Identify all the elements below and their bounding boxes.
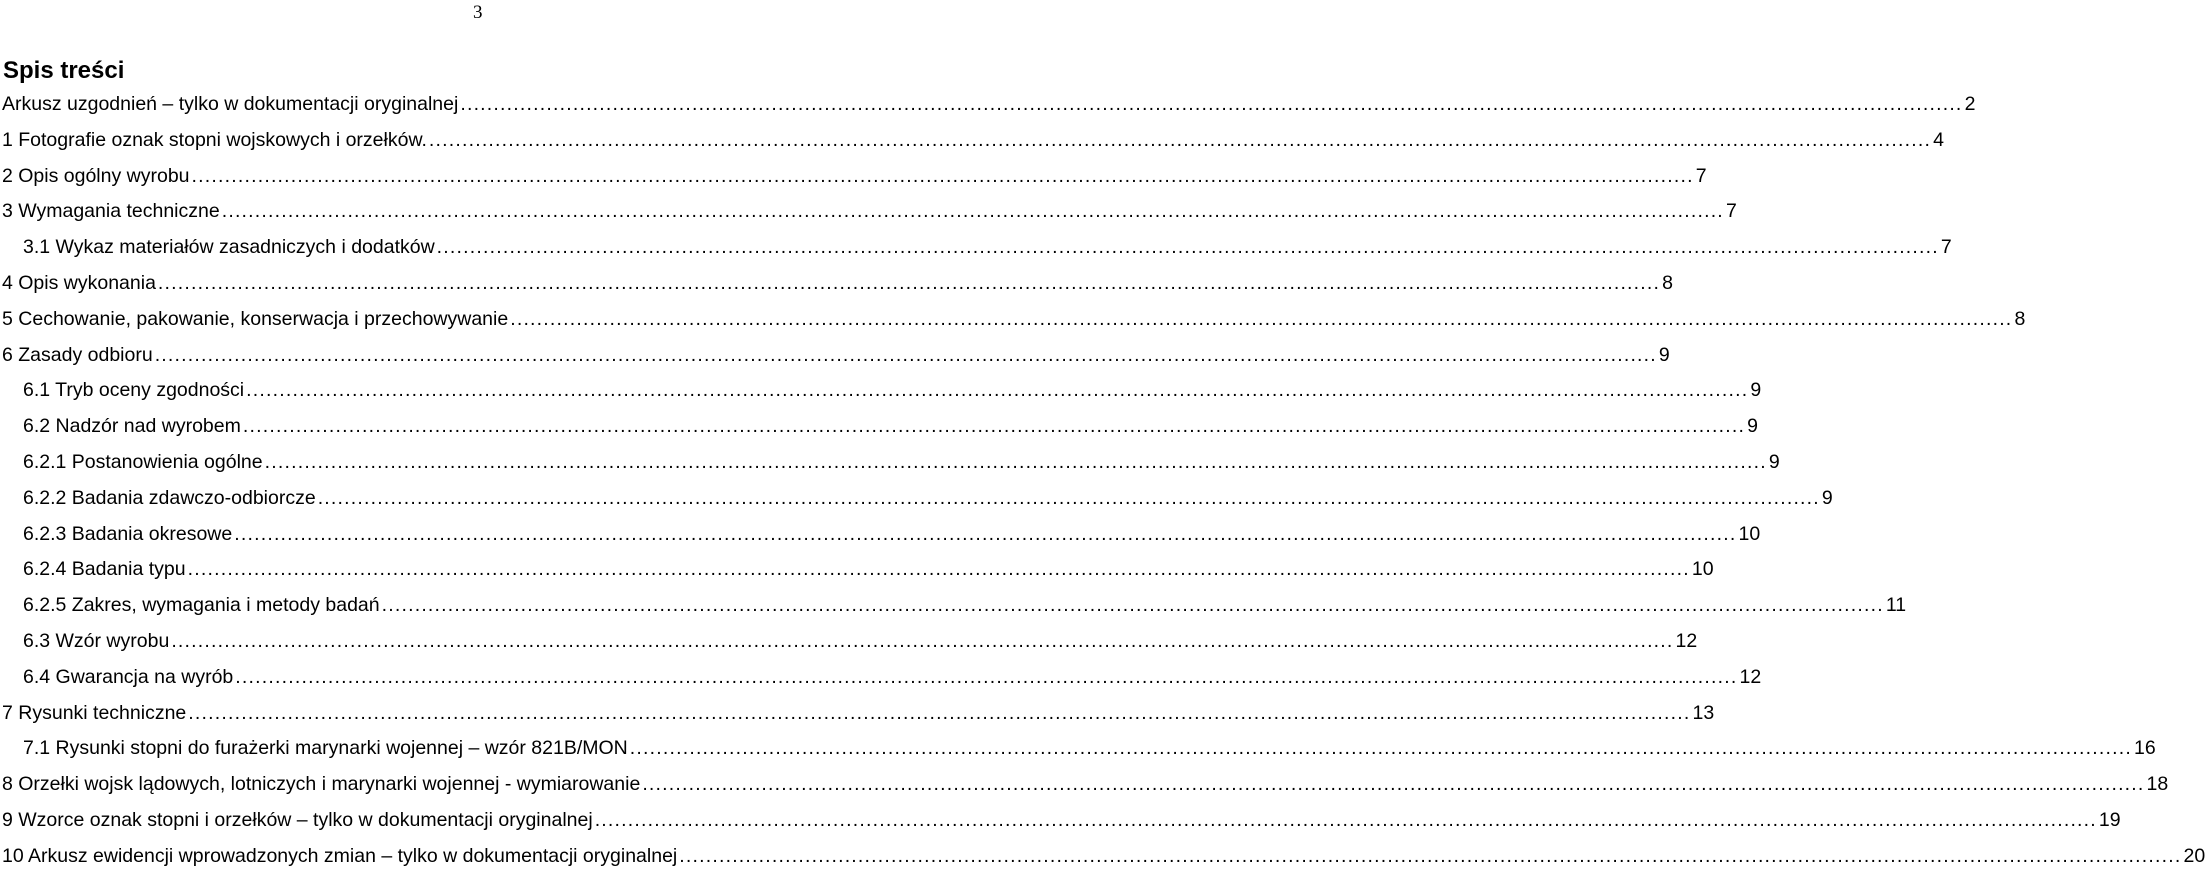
toc-entry[interactable] bbox=[0, 409, 1758, 445]
toc-entry-label[interactable]: 6.1 Tryb oceny zgodności bbox=[23, 379, 245, 402]
toc-dot-leader bbox=[510, 302, 2012, 338]
toc-entry-page-number[interactable]: 7 bbox=[1695, 164, 1707, 187]
toc-entry-label[interactable]: 6.2 Nadzór nad wyrobem bbox=[23, 415, 241, 438]
toc-entry-page-number[interactable]: 10 bbox=[1738, 522, 1761, 545]
toc-entry[interactable] bbox=[0, 302, 2026, 338]
toc-entry[interactable] bbox=[0, 373, 1762, 409]
toc-entry-page-number[interactable]: 12 bbox=[1675, 629, 1698, 652]
toc-entry-label[interactable]: 6.2.3 Badania okresowe bbox=[23, 522, 233, 545]
toc-entry-label[interactable]: 6.2.1 Postanowienia ogólne bbox=[23, 450, 263, 473]
toc-entry-page-number[interactable]: 9 bbox=[1658, 343, 1670, 366]
toc-entry-label[interactable]: 6 Zasady odbioru bbox=[2, 343, 153, 366]
toc-dot-leader bbox=[630, 731, 2132, 767]
toc-entry-label[interactable]: 6.4 Gwarancja na wyrób bbox=[23, 665, 234, 688]
toc-entry[interactable] bbox=[0, 803, 2121, 839]
toc-title: Spis treści bbox=[3, 57, 125, 84]
toc-entry-page-number[interactable]: 9 bbox=[1747, 415, 1758, 438]
toc-dot-leader bbox=[192, 159, 1694, 195]
toc-entry[interactable] bbox=[0, 552, 1714, 588]
toc-entry-page-number[interactable]: 2 bbox=[1964, 93, 1976, 115]
toc-dot-leader bbox=[642, 767, 2144, 803]
toc-entry-label[interactable]: Arkusz uzgodnień – tylko w dokumentacji oryginalnej bbox=[2, 93, 459, 115]
toc-entry-page-number[interactable]: 8 bbox=[1662, 271, 1674, 294]
toc-dot-leader bbox=[243, 409, 1745, 445]
toc-entry[interactable] bbox=[0, 338, 1670, 374]
toc-entry[interactable] bbox=[0, 445, 1780, 481]
toc-entry-label[interactable]: 2 Opis ogólny wyrobu bbox=[2, 164, 190, 187]
toc-entry-page-number[interactable]: 19 bbox=[2098, 808, 2121, 831]
toc-entry-page-number[interactable]: 20 bbox=[2183, 844, 2205, 867]
toc-dot-leader bbox=[265, 445, 1767, 481]
toc-entry-page-number[interactable]: 7 bbox=[1940, 236, 1952, 259]
toc-entry[interactable] bbox=[0, 159, 1707, 195]
toc-entry-page-number[interactable]: 18 bbox=[2146, 773, 2169, 796]
toc-entry-label[interactable]: 4 Opis wykonania bbox=[2, 271, 156, 294]
toc-entry-page-number[interactable]: 8 bbox=[2014, 307, 2026, 330]
toc-dot-leader bbox=[246, 373, 1748, 409]
toc-entry[interactable] bbox=[0, 230, 1952, 266]
toc-dot-leader bbox=[460, 87, 1962, 123]
toc-entry-page-number[interactable]: 7 bbox=[1725, 200, 1737, 223]
toc-entry-page-number[interactable]: 16 bbox=[2134, 737, 2156, 760]
toc-dot-leader bbox=[188, 696, 1690, 732]
toc-entry-page-number[interactable]: 10 bbox=[1691, 558, 1714, 581]
toc-dot-leader bbox=[679, 839, 2181, 875]
toc-entry[interactable] bbox=[0, 624, 1698, 660]
toc-dot-leader bbox=[382, 588, 1884, 624]
toc-entry[interactable] bbox=[0, 588, 1907, 624]
toc-entry-label[interactable]: 6.2.5 Zakres, wymagania i metody badań bbox=[23, 594, 380, 617]
toc-entry[interactable] bbox=[0, 266, 1674, 302]
toc-dot-leader bbox=[158, 266, 1660, 302]
toc-entry-page-number[interactable]: 9 bbox=[1750, 379, 1762, 402]
toc-entry-label[interactable]: 10 Arkusz ewidencji wprowadzonych zmian – tylko w dokumentacji oryginalnej bbox=[2, 844, 678, 867]
toc-entry-page-number[interactable]: 12 bbox=[1739, 665, 1762, 688]
toc-entry[interactable] bbox=[0, 517, 1761, 553]
toc-entry-page-number[interactable]: 13 bbox=[1692, 701, 1715, 724]
toc-entry[interactable] bbox=[0, 660, 1762, 696]
toc-entry-label[interactable]: 3.1 Wykaz materiałów zasadniczych i dodatków bbox=[23, 236, 435, 259]
toc-dot-leader bbox=[155, 338, 1657, 374]
toc-entry[interactable] bbox=[0, 481, 1833, 517]
toc-entry[interactable] bbox=[0, 194, 1737, 230]
toc-entry-page-number[interactable]: 9 bbox=[1768, 450, 1780, 473]
toc-entry-label[interactable]: 6.3 Wzór wyrobu bbox=[23, 629, 170, 652]
toc-entry-label[interactable]: 6.2.2 Badania zdawczo-odbiorcze bbox=[23, 486, 316, 509]
toc-entry-label[interactable]: 6.2.4 Badania typu bbox=[23, 558, 186, 581]
toc-dot-leader bbox=[171, 624, 1673, 660]
toc-dot-leader bbox=[595, 803, 2097, 839]
toc-entry[interactable] bbox=[0, 87, 1976, 123]
toc-list bbox=[0, 87, 2205, 875]
toc-entry[interactable] bbox=[0, 696, 1715, 732]
toc-dot-leader bbox=[235, 660, 1737, 696]
toc-entry-label[interactable]: 5 Cechowanie, pakowanie, konserwacja i przechowywanie bbox=[2, 307, 509, 330]
toc-entry[interactable] bbox=[0, 731, 2156, 767]
toc-entry[interactable] bbox=[0, 767, 2169, 803]
toc-entry-label[interactable]: 7.1 Rysunki stopni do furażerki marynarki wojennej – wzór 821B/MON bbox=[23, 737, 628, 760]
toc-dot-leader bbox=[429, 123, 1931, 159]
toc-entry-label[interactable]: 3 Wymagania techniczne bbox=[2, 200, 220, 223]
toc-entry-page-number[interactable]: 4 bbox=[1933, 128, 1944, 151]
toc-entry-page-number[interactable]: 9 bbox=[1821, 486, 1833, 509]
toc-entry[interactable] bbox=[0, 839, 2205, 875]
page-number: 3 bbox=[473, 2, 483, 23]
toc-dot-leader bbox=[222, 194, 1724, 230]
toc-entry[interactable] bbox=[0, 123, 1944, 159]
toc-entry-label[interactable]: 7 Rysunki techniczne bbox=[2, 701, 187, 724]
toc-entry-label[interactable]: 8 Orzełki wojsk lądowych, lotniczych i marynarki wojennej - wymiarowanie bbox=[2, 773, 641, 796]
toc-dot-leader bbox=[188, 552, 1690, 588]
toc-entry-label[interactable]: 9 Wzorce oznak stopni i orzełków – tylko w dokumentacji oryginalnej bbox=[2, 808, 593, 831]
toc-dot-leader bbox=[318, 481, 1820, 517]
toc-dot-leader bbox=[234, 517, 1736, 553]
toc-entry-label[interactable]: 1 Fotografie oznak stopni wojskowych i orzełków. bbox=[2, 128, 427, 151]
toc-dot-leader bbox=[437, 230, 1939, 266]
toc-entry-page-number[interactable]: 11 bbox=[1885, 594, 1907, 617]
